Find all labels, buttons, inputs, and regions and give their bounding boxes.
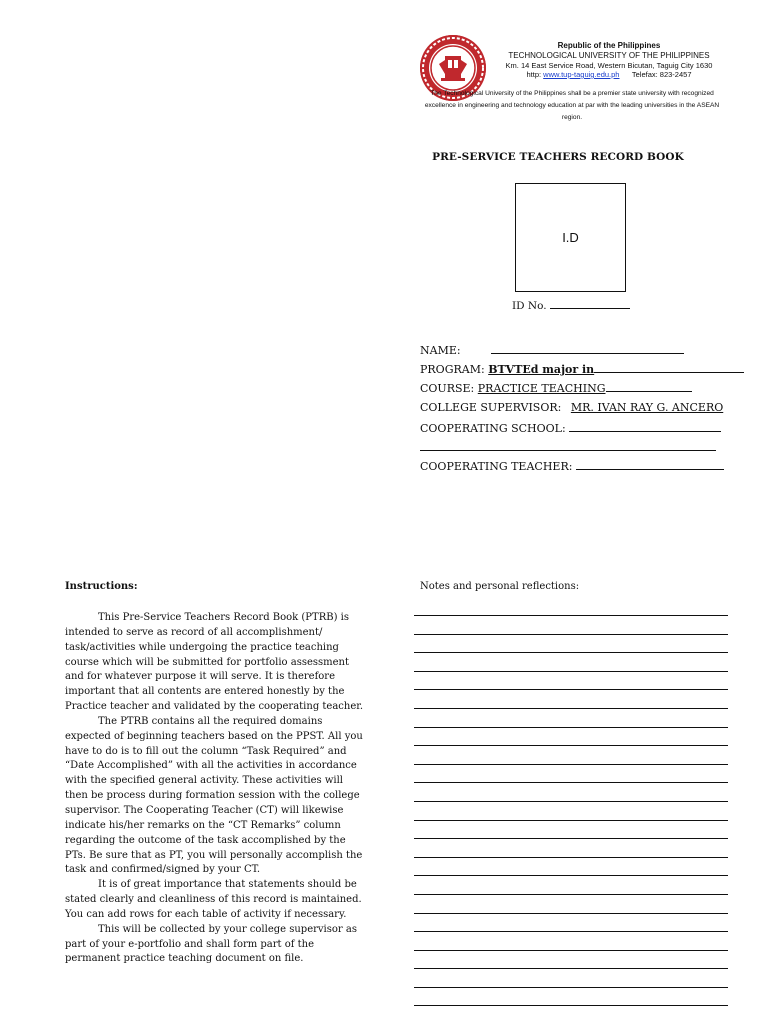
course-field [420, 381, 692, 396]
notes-heading: Notes and personal reflections: [420, 581, 580, 592]
course-line [606, 381, 692, 392]
course-label: COURSE: [420, 382, 475, 395]
header-contact [480, 69, 738, 80]
cooperating-school-field [420, 421, 721, 436]
note-line [414, 950, 728, 969]
course-value: PRACTICE TEACHING [477, 382, 606, 395]
notes-lines [414, 615, 728, 1024]
program-value: BTVTEd major in [488, 363, 595, 376]
note-line [414, 689, 728, 708]
id-number-field [512, 298, 630, 312]
instructions-heading: Instructions: [65, 581, 138, 592]
id-number-line [550, 298, 630, 309]
program-field [420, 362, 744, 377]
note-line [414, 782, 728, 801]
college-supervisor-label: COLLEGE SUPERVISOR: [420, 401, 562, 414]
note-line [414, 652, 728, 671]
note-line [414, 727, 728, 746]
instructions-body [65, 611, 365, 967]
note-line [414, 801, 728, 820]
instructions-paragraph: The PTRB contains all the required domains expected of beginning teachers based on the PPST. All you have to do is to fill out the column “Task Required” and “Date Accomplished” with all the activities in accordance with the specified general activity. These activities will then be process during formation session with the college supervisor. The Cooperating Teacher (CT) will likewise indicate his/her remarks on the “CT Remarks” column regarding the outcome of the task accomplished by the PTs. Be sure that as PT, you will personally accomplish the task and confirmed/signed by your CT. [65, 715, 363, 876]
note-line [414, 634, 728, 653]
note-line [414, 894, 728, 913]
http-label: http: [526, 70, 542, 79]
name-label: NAME: [420, 344, 461, 357]
id-number-label: ID No. [512, 300, 547, 312]
cooperating-school-line [569, 421, 721, 432]
header-university-name: TECHNOLOGICAL UNIVERSITY OF THE PHILIPPINES [508, 51, 710, 60]
note-line [414, 931, 728, 950]
note-line [414, 987, 728, 1006]
note-line [414, 913, 728, 932]
note-line [414, 708, 728, 727]
college-supervisor-value: MR. IVAN RAY G. ANCERO [570, 401, 724, 414]
telefax: Telefax: 823-2457 [631, 70, 692, 79]
id-photo-label: I.D [562, 230, 579, 245]
college-supervisor-field [420, 401, 723, 415]
cooperating-teacher-line [576, 459, 724, 470]
vision-statement: The Technological University of the Philippines shall be a premier state university with recognized excellence in engineering and technology education at par with the leading universities in the ASEAN region. [424, 90, 720, 121]
header-address: Km. 14 East Service Road, Western Bicutan, Taguig City 1630 [505, 61, 713, 70]
note-line [414, 857, 728, 876]
note-line [414, 838, 728, 857]
note-line [414, 1005, 728, 1024]
id-photo-box [515, 183, 626, 292]
note-line [414, 615, 728, 634]
instructions-paragraph: This will be collected by your college supervisor as part of your e-portfolio and shall form part of the permanent practice teaching document on file. [65, 923, 357, 965]
instructions-paragraph: It is of great importance that statements should be stated clearly and cleanliness of this record is maintained. You can add rows for each table of activity if necessary. [65, 879, 362, 920]
website-link[interactable]: www.tup-taguig.edu.ph [543, 70, 620, 79]
note-line [414, 968, 728, 987]
header-republic: Republic of the Philippines [557, 41, 661, 50]
cooperating-school-extra-line [420, 450, 716, 451]
document-title: PRE-SERVICE TEACHERS RECORD BOOK [432, 151, 684, 163]
note-line [414, 745, 728, 764]
name-field [420, 343, 684, 358]
cooperating-teacher-field [420, 459, 724, 474]
note-line [414, 820, 728, 839]
cooperating-teacher-label: COOPERATING TEACHER: [420, 460, 573, 473]
program-line [594, 362, 744, 373]
note-line [414, 764, 728, 783]
cooperating-school-label: COOPERATING SCHOOL: [420, 422, 566, 435]
instructions-paragraph: This Pre-Service Teachers Record Book (PTRB) is intended to serve as record of all accomplishment/ task/activities while undergoing the practice teaching course which will be submitted for portfolio assessment and for whatever purpose it will serve. It is therefore important that all contents are entered honestly by the Practice teacher and validated by the cooperating teacher. [65, 612, 364, 713]
note-line [414, 875, 728, 894]
name-line [491, 343, 684, 354]
note-line [414, 671, 728, 690]
program-label: PROGRAM: [420, 363, 485, 376]
